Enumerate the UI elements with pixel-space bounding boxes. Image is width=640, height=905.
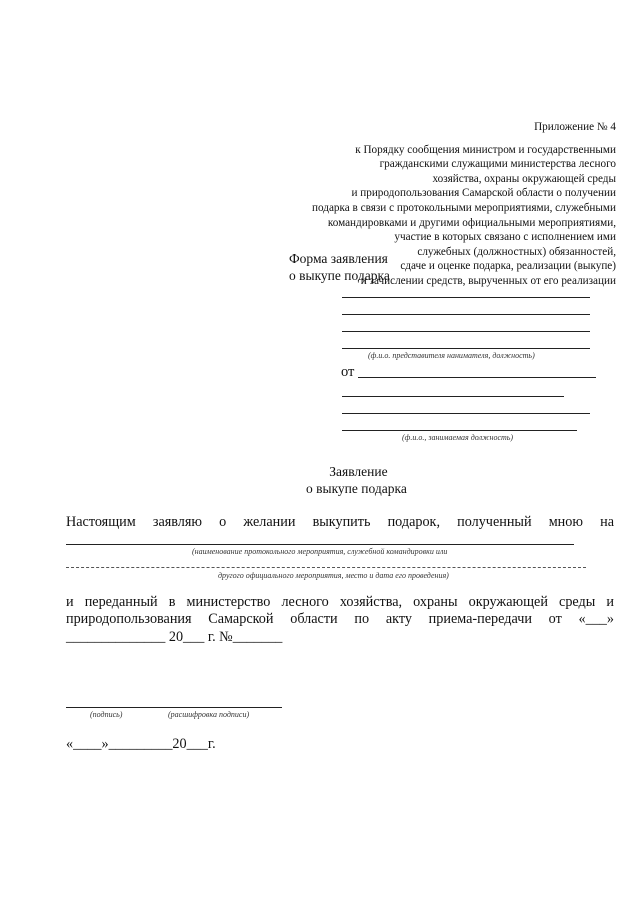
header-line: к Порядку сообщения министром и государственными [355, 143, 616, 156]
from-line-4[interactable] [342, 430, 577, 431]
header-line: служебных (должностных) обязанностей, [417, 245, 616, 258]
from-line-3[interactable] [342, 413, 590, 414]
addressee-line-4[interactable] [342, 348, 590, 349]
header-line: и природопользования Самарской области о получении [351, 187, 616, 200]
statement-title [308, 463, 407, 497]
appendix-number: Приложение № 4 [534, 121, 616, 133]
transfer-line-3: ______________ 20___ г. №_______ [66, 629, 283, 645]
addressee-line-2[interactable] [342, 314, 590, 315]
form-title [289, 250, 390, 284]
signature-caption: (подпись) [90, 710, 123, 719]
statement-title-line2: о выкупе подарка [306, 481, 407, 496]
header-line: хозяйства, охраны окружающей среды [432, 172, 616, 185]
event-caption-1: (наименование протокольного мероприятия, служебной командировки или [192, 547, 448, 556]
header-line: командировками и другими официальными мероприятиями, [327, 216, 616, 229]
signature-line[interactable] [66, 707, 282, 708]
date-line: «____»_________20___г. [66, 736, 216, 752]
header-line: гражданскими служащими министерства лесного [379, 158, 616, 171]
event-line-2[interactable] [66, 567, 586, 568]
transfer-line-2: природопользования Самарской области по акту приема-передачи от «___» [66, 611, 614, 627]
from-line-2[interactable] [342, 396, 564, 397]
statement-title-line1: Заявление [329, 464, 388, 479]
from-caption: (ф.и.о., занимаемая должность) [402, 433, 514, 442]
header-line: участие в которых связано с исполнением ими [394, 231, 616, 244]
addressee-line-3[interactable] [342, 331, 590, 332]
header-line: и зачислении средств, вырученных от его реализации [360, 274, 616, 287]
statement-intro: Настоящим заявляю о желании выкупить подарок, полученный мною на [66, 514, 614, 530]
signature-decode-caption: (расшифровка подписи) [168, 710, 250, 719]
from-line-1[interactable] [358, 377, 596, 378]
header-line: сдаче и оценке подарка, реализации (выкупе) [400, 260, 616, 273]
form-title-line1: Форма заявления [289, 251, 388, 266]
transfer-line-1: и переданный в министерство лесного хозяйства, охраны окружающей среды и [66, 594, 614, 610]
form-title-line2: о выкупе подарка [289, 268, 390, 283]
event-caption-2: другого официального мероприятия, место и дата его проведения) [218, 571, 449, 580]
addressee-caption: (ф.и.о. представителя нанимателя, должность) [368, 351, 535, 360]
from-label: от [341, 364, 355, 380]
addressee-line-1[interactable] [342, 297, 590, 298]
header-line: подарка в связи с протокольными мероприятиями, служебными [312, 201, 616, 214]
event-line-1[interactable] [66, 544, 574, 545]
